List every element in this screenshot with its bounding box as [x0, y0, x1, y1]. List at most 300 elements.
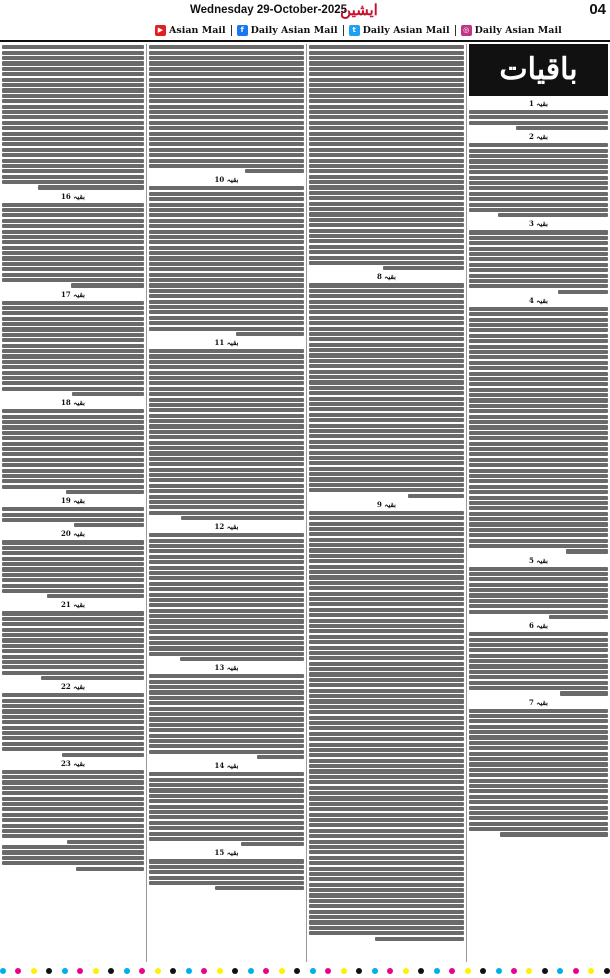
text-line: [469, 121, 608, 125]
text-line: [2, 699, 144, 703]
text-line: [149, 153, 304, 157]
text-line: [469, 789, 608, 793]
text-line: [309, 212, 464, 216]
text-line: [149, 126, 304, 130]
registration-dot: [403, 968, 409, 974]
text-line: [309, 575, 464, 579]
text-line: [309, 867, 464, 871]
text-line: [2, 797, 144, 801]
text-line: [2, 589, 144, 593]
text-line: [469, 768, 608, 772]
text-line: [469, 533, 608, 537]
text-line: [469, 257, 608, 261]
text-line: [149, 539, 304, 543]
text-line: [309, 592, 464, 596]
registration-dot: [31, 968, 37, 974]
registration-dot: [93, 968, 99, 974]
text-line: [2, 317, 144, 321]
continuation-heading: بقیہ 21: [61, 600, 85, 610]
text-line: [149, 555, 304, 559]
text-line: [2, 349, 144, 353]
text-line: [149, 619, 304, 623]
text-line: [309, 202, 464, 206]
text-line: [149, 381, 304, 385]
text-line: [566, 549, 608, 553]
text-line: [383, 266, 464, 270]
registration-dot: [155, 968, 161, 974]
text-line: [469, 393, 608, 397]
text-line: [2, 56, 144, 60]
text-line: [469, 263, 608, 267]
text-line: [2, 786, 144, 790]
youtube-icon: ▶: [155, 25, 166, 36]
social-youtube[interactable]: [150, 25, 231, 36]
text-line: [309, 332, 464, 336]
text-line: [149, 256, 304, 260]
text-line: [149, 262, 304, 266]
text-line: [309, 893, 464, 897]
text-line: [149, 99, 304, 103]
text-line: [498, 213, 608, 217]
text-line: [149, 273, 304, 277]
continuation-heading: بقیہ 19: [61, 496, 85, 506]
text-line: [469, 442, 608, 446]
text-line: [2, 67, 144, 71]
text-line: [469, 377, 608, 381]
text-line: [309, 397, 464, 401]
text-line: [2, 736, 144, 740]
text-line: [469, 773, 608, 777]
registration-dot: [0, 968, 6, 974]
text-line: [309, 477, 464, 481]
text-line: [149, 45, 304, 49]
text-line: [2, 164, 144, 168]
text-line: [2, 203, 144, 207]
text-line: [2, 507, 144, 511]
text-line: [2, 169, 144, 173]
text-line: [309, 656, 464, 660]
text-line: [2, 633, 144, 637]
text-line: [2, 638, 144, 642]
text-line: [2, 213, 144, 217]
text-line: [309, 694, 464, 698]
text-line: [2, 132, 144, 136]
text-line: [149, 609, 304, 613]
text-line: [309, 137, 464, 141]
text-line: [309, 229, 464, 233]
text-line: [309, 710, 464, 714]
text-line: [2, 99, 144, 103]
text-line: [469, 404, 608, 408]
text-line: [309, 327, 464, 331]
continuation-heading: بقیہ 4: [528, 295, 548, 305]
registration-dot: [588, 968, 594, 974]
text-line: [469, 583, 608, 587]
text-line: [149, 799, 304, 803]
text-line: [469, 654, 608, 658]
registration-dot: [372, 968, 378, 974]
text-line: [309, 94, 464, 98]
text-line: [469, 485, 608, 489]
text-line: [149, 630, 304, 634]
text-line: [469, 528, 608, 532]
registration-dot: [77, 968, 83, 974]
text-line: [469, 268, 608, 272]
text-line: [469, 366, 608, 370]
continuation-heading: بقیہ 10: [214, 175, 239, 185]
continuation-heading: بقیہ 18: [61, 398, 85, 408]
text-line: [309, 904, 464, 908]
text-line: [516, 126, 608, 130]
registration-dot: [279, 968, 285, 974]
text-line: [469, 474, 608, 478]
continuation-heading: بقیہ 13: [214, 663, 239, 673]
continuation-heading: بقیہ 12: [214, 522, 239, 532]
text-line: [2, 856, 144, 860]
continuation-heading: بقیہ 2: [528, 132, 548, 142]
text-line: [469, 350, 608, 354]
text-line: [469, 757, 608, 761]
registration-dot: [263, 968, 269, 974]
text-line: [469, 339, 608, 343]
text-line: [2, 246, 144, 250]
text-line: [309, 629, 464, 633]
continuation-heading: بقیہ 7: [528, 697, 548, 707]
registration-dot: [387, 968, 393, 974]
text-line: [469, 681, 608, 685]
text-line: [2, 273, 144, 277]
text-line: [149, 430, 304, 434]
continuation-heading: بقیہ 22: [61, 682, 85, 692]
text-line: [469, 599, 608, 603]
continuation-heading: بقیہ 11: [214, 338, 239, 348]
social-twitter[interactable]: [343, 25, 455, 36]
text-line: [469, 517, 608, 521]
text-line: [309, 548, 464, 552]
text-line: [2, 442, 144, 446]
text-line: [309, 289, 464, 293]
text-line: [309, 142, 464, 146]
text-line: [149, 701, 304, 705]
text-line: [469, 458, 608, 462]
text-line: [309, 348, 464, 352]
registration-dot: [294, 968, 300, 974]
text-line: [2, 775, 144, 779]
column-rule: [306, 44, 307, 962]
text-line: [309, 424, 464, 428]
social-facebook[interactable]: [231, 25, 343, 36]
social-instagram[interactable]: [455, 25, 567, 36]
text-line: [2, 861, 144, 865]
text-line: [309, 483, 464, 487]
text-line: [309, 699, 464, 703]
text-line: [72, 392, 144, 396]
text-line: [149, 283, 304, 287]
text-line: [309, 132, 464, 136]
text-line: [149, 435, 304, 439]
text-line: [309, 602, 464, 606]
text-line: [309, 386, 464, 390]
registration-dot: [496, 968, 502, 974]
text-line: [309, 743, 464, 747]
text-line: [469, 176, 608, 180]
registration-dot: [557, 968, 563, 974]
text-line: [469, 490, 608, 494]
text-line: [309, 834, 464, 838]
text-line: [309, 456, 464, 460]
text-line: [469, 664, 608, 668]
text-line: [309, 121, 464, 125]
registration-dot: [139, 968, 145, 974]
text-line: [309, 888, 464, 892]
text-line: [309, 672, 464, 676]
text-line: [149, 544, 304, 548]
text-line: [309, 856, 464, 860]
continuation-heading: بقیہ 14: [214, 761, 239, 771]
text-line: [149, 636, 304, 640]
text-line: [149, 403, 304, 407]
text-line: [2, 780, 144, 784]
text-line: [149, 462, 304, 466]
text-line: [149, 826, 304, 830]
article-column-1: [2, 44, 144, 964]
text-line: [149, 94, 304, 98]
text-line: [149, 321, 304, 325]
text-line: [2, 845, 144, 849]
text-line: [2, 301, 144, 305]
text-line: [2, 731, 144, 735]
text-line: [309, 191, 464, 195]
text-line: [149, 587, 304, 591]
text-line: [375, 937, 464, 941]
text-line: [2, 278, 144, 282]
text-line: [309, 597, 464, 601]
text-line: [309, 559, 464, 563]
header-rule: [0, 40, 610, 42]
text-line: [309, 796, 464, 800]
text-line: [309, 256, 464, 260]
registration-dot: [604, 968, 610, 974]
text-line: [469, 149, 608, 153]
text-line: [2, 45, 144, 49]
text-line: [149, 598, 304, 602]
text-line: [149, 414, 304, 418]
text-line: [469, 307, 608, 311]
text-line: [469, 827, 608, 831]
text-line: [149, 61, 304, 65]
text-line: [309, 316, 464, 320]
text-line: [469, 388, 608, 392]
text-line: [309, 516, 464, 520]
text-line: [309, 56, 464, 60]
text-line: [309, 780, 464, 784]
text-line: [149, 805, 304, 809]
continuation-heading: بقیہ 9: [376, 499, 396, 509]
text-line: [2, 381, 144, 385]
text-line: [309, 581, 464, 585]
text-line: [469, 725, 608, 729]
text-line: [38, 185, 144, 189]
text-line: [309, 159, 464, 163]
text-line: [2, 747, 144, 751]
text-line: [309, 300, 464, 304]
text-line: [149, 625, 304, 629]
text-line: [149, 837, 304, 841]
text-line: [149, 750, 304, 754]
text-line: [309, 662, 464, 666]
text-line: [149, 457, 304, 461]
text-line: [309, 640, 464, 644]
text-line: [149, 734, 304, 738]
column-rule: [146, 44, 147, 962]
text-line: [309, 861, 464, 865]
text-line: [469, 659, 608, 663]
text-line: [2, 83, 144, 87]
text-line: [309, 218, 464, 222]
text-line: [2, 726, 144, 730]
text-line: [309, 527, 464, 531]
text-line: [2, 617, 144, 621]
text-line: [149, 365, 304, 369]
text-line: [309, 635, 464, 639]
text-line: [149, 614, 304, 618]
text-line: [149, 121, 304, 125]
column-rule: [466, 44, 467, 962]
text-line: [76, 867, 144, 871]
text-line: [469, 382, 608, 386]
text-line: [74, 523, 144, 527]
text-line: [469, 816, 608, 820]
text-line: [469, 643, 608, 647]
text-line: [469, 730, 608, 734]
text-line: [2, 649, 144, 653]
text-line: [2, 551, 144, 555]
text-line: [2, 338, 144, 342]
text-line: [149, 251, 304, 255]
text-line: [309, 683, 464, 687]
text-line: [149, 489, 304, 493]
text-line: [2, 415, 144, 419]
text-line: [149, 289, 304, 293]
text-line: [309, 467, 464, 471]
text-line: [469, 170, 608, 174]
text-line: [309, 769, 464, 773]
text-line: [149, 186, 304, 190]
text-line: [309, 353, 464, 357]
text-line: [149, 468, 304, 472]
text-line: [149, 224, 304, 228]
text-line: [241, 842, 304, 846]
text-line: [309, 110, 464, 114]
text-line: [469, 779, 608, 783]
text-line: [149, 316, 304, 320]
text-line: [309, 283, 464, 287]
text-line: [469, 638, 608, 642]
text-line: [149, 495, 304, 499]
newspaper-logo: ایشین: [340, 1, 378, 19]
text-line: [2, 693, 144, 697]
text-line: [2, 671, 144, 675]
text-line: [2, 306, 144, 310]
text-line: [469, 415, 608, 419]
text-line: [149, 83, 304, 87]
text-line: [309, 105, 464, 109]
registration-dot: [108, 968, 114, 974]
text-line: [309, 807, 464, 811]
text-line: [2, 61, 144, 65]
text-line: [2, 256, 144, 260]
text-line: [149, 576, 304, 580]
text-line: [149, 511, 304, 515]
text-line: [2, 557, 144, 561]
text-line: [2, 219, 144, 223]
text-line: [469, 425, 608, 429]
text-line: [469, 110, 608, 114]
text-line: [469, 197, 608, 201]
text-line: [2, 105, 144, 109]
text-line: [149, 56, 304, 60]
text-line: [2, 180, 144, 184]
text-line: [2, 110, 144, 114]
text-line: [149, 230, 304, 234]
registration-dot: [480, 968, 486, 974]
registration-dot: [325, 968, 331, 974]
text-line: [2, 791, 144, 795]
text-line: [469, 279, 608, 283]
text-line: [149, 192, 304, 196]
text-line: [469, 143, 608, 147]
text-line: [149, 500, 304, 504]
text-line: [469, 741, 608, 745]
social-links: [150, 23, 567, 37]
text-line: [2, 235, 144, 239]
registration-dot: [186, 968, 192, 974]
text-line: [309, 234, 464, 238]
text-line: [149, 208, 304, 212]
text-line: [469, 115, 608, 119]
text-line: [2, 567, 144, 571]
text-line: [469, 719, 608, 723]
text-line: [149, 300, 304, 304]
text-line: [469, 762, 608, 766]
text-line: [469, 236, 608, 240]
text-line: [149, 690, 304, 694]
text-line: [309, 877, 464, 881]
text-line: [309, 305, 464, 309]
text-line: [257, 755, 304, 759]
text-line: [2, 660, 144, 664]
text-line: [309, 239, 464, 243]
text-line: [469, 632, 608, 636]
text-line: [309, 829, 464, 833]
text-line: [2, 546, 144, 550]
text-line: [149, 783, 304, 787]
text-line: [309, 748, 464, 752]
text-line: [149, 870, 304, 874]
text-line: [309, 883, 464, 887]
registration-dot: [170, 968, 176, 974]
text-line: [2, 333, 144, 337]
text-line: [309, 375, 464, 379]
text-line: [2, 78, 144, 82]
text-line: [149, 360, 304, 364]
text-line: [469, 328, 608, 332]
text-line: [309, 51, 464, 55]
text-line: [149, 294, 304, 298]
text-line: [149, 652, 304, 656]
text-line: [469, 501, 608, 505]
text-line: [2, 224, 144, 228]
